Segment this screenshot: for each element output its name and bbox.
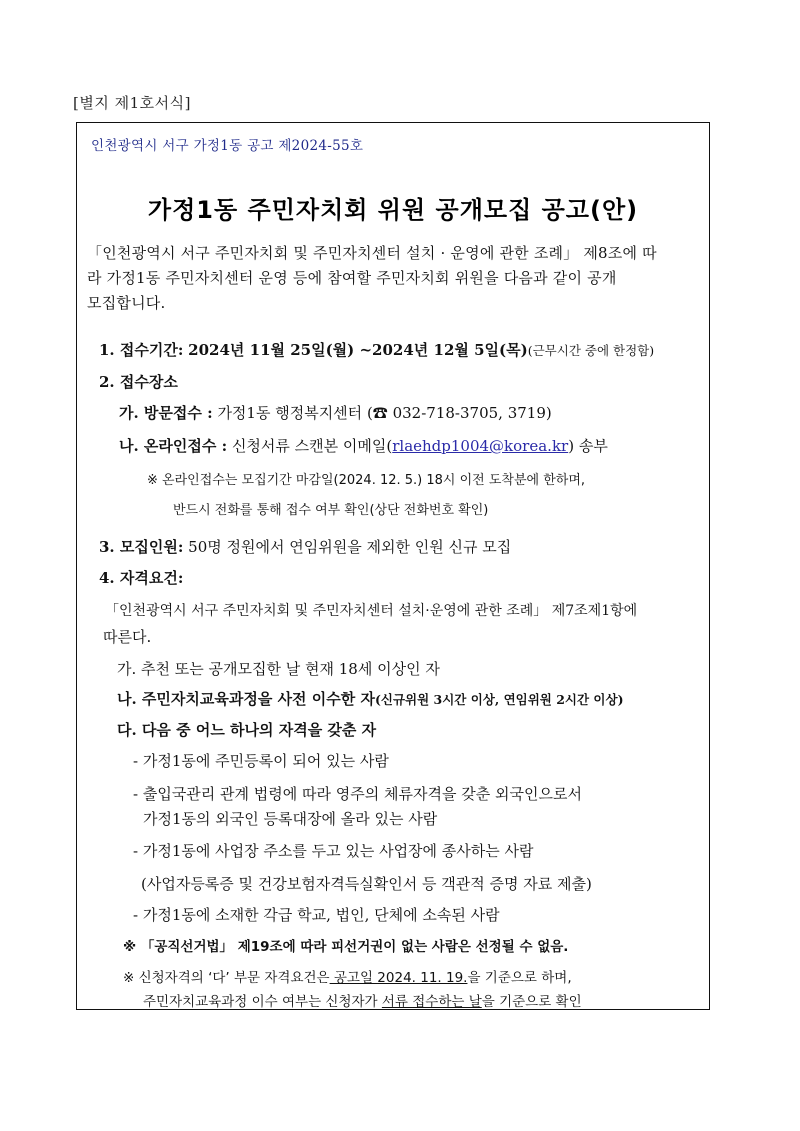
qualification-na bbox=[117, 689, 624, 710]
sub-item-3-note: (사업자등록증 및 건강보험자격득실확인서 등 객관적 증명 자료 제출) bbox=[141, 875, 592, 893]
note-criteria-line2-prefix: 주민자치교육과정 이수 여부는 신청자가 bbox=[143, 994, 382, 1010]
section-reception-period bbox=[99, 340, 654, 361]
section-recruit-count bbox=[99, 537, 511, 557]
online-note-line-2: 반드시 전화를 통해 접수 여부 확인(상단 전화번호 확인) bbox=[173, 503, 489, 518]
section-3-label: 3. 모집인원: bbox=[99, 538, 184, 556]
note-criteria-date: 공고일 2024. 11. 19. bbox=[329, 970, 468, 986]
note-criteria-receipt-day: 서류 접수하는 날 bbox=[381, 994, 482, 1010]
intro-line-2: 라 가정1동 주민자치센터 운영 등에 참여할 주민자치회 위원을 다음과 같이 공개 bbox=[87, 269, 617, 287]
sub-item-4: - 가정1동에 소재한 각급 학교, 법인, 단체에 소속된 사람 bbox=[133, 906, 500, 924]
visit-label: 가. 방문접수 : bbox=[119, 404, 213, 422]
online-text-after: ) 송부 bbox=[568, 437, 608, 455]
note-criteria-prefix: ※ 신청자격의 ‘다’ 부문 자격요건은 bbox=[123, 970, 330, 986]
online-text-before: 신청서류 스캔본 이메일( bbox=[231, 437, 393, 455]
section-2-label: 2. 접수장소 bbox=[99, 373, 178, 391]
note-criteria-line2-suffix: 을 기준으로 확인 bbox=[481, 994, 582, 1010]
qualification-na-text: 나. 주민자치교육과정을 사전 이수한 자 bbox=[117, 690, 375, 708]
phone-icon: ☎ bbox=[372, 404, 388, 422]
section-1-label: 1. 접수기간: bbox=[99, 341, 184, 359]
note-criteria-suffix: 을 기준으로 하며, bbox=[467, 970, 572, 986]
qualification-basis-line-1: 「인천광역시 서구 주민자치회 및 주민자치센터 설치·운영에 관한 조례」 제7조제1항에 bbox=[105, 603, 638, 619]
reception-period: 2024년 11월 25일(월) ~2024년 12월 5일(목) bbox=[188, 341, 528, 359]
qualification-da: 다. 다음 중 어느 하나의 자격을 갖춘 자 bbox=[117, 721, 377, 739]
visit-reception: 가. 방문접수 : 가정1동 행정복지센터 (☎ 032-718-3705, 3719) bbox=[119, 404, 552, 422]
reception-period-note: (근무시간 중에 한정함) bbox=[527, 343, 655, 358]
notice-number: 인천광역시 서구 가정1동 공고 제2024-55호 bbox=[91, 138, 364, 154]
note-criteria-line-2 bbox=[143, 992, 582, 1010]
page-title: 가정1동 주민자치회 위원 공개모집 공고(안) bbox=[147, 196, 639, 224]
intro-line-1: 「인천광역시 서구 주민자치회 및 주민자치센터 설치 · 운영에 관한 조례」 제8조에 따 bbox=[87, 244, 657, 262]
visit-place: 가정1동 행정복지센터 bbox=[217, 404, 363, 422]
sub-item-2: - 출입국관리 관계 법령에 따라 영주의 체류자격을 갖춘 외국인으로서 bbox=[133, 785, 582, 803]
recruit-count-text: 50명 정원에서 연임위원을 제외한 인원 신규 모집 bbox=[188, 538, 512, 556]
qualification-ga: 가. 추천 또는 공개모집한 날 현재 18세 이상인 자 bbox=[117, 660, 440, 678]
online-reception bbox=[119, 436, 608, 456]
sub-item-2-cont: 가정1동의 외국인 등록대장에 올라 있는 사람 bbox=[143, 810, 438, 828]
online-note-line-1: ※ 온라인접수는 모집기간 마감일(2024. 12. 5.) 18시 이전 도착분에 한하며, bbox=[147, 473, 586, 488]
online-label: 나. 온라인접수 : bbox=[119, 437, 228, 455]
notice-document bbox=[76, 122, 710, 1010]
form-label: [별지 제1호서식] bbox=[73, 94, 191, 112]
qualification-na-note: (신규위원 3시간 이상, 연임위원 2시간 이상) bbox=[374, 692, 624, 707]
intro-line-3: 모집합니다. bbox=[87, 294, 166, 312]
sub-item-3: - 가정1동에 사업장 주소를 두고 있는 사업장에 종사하는 사람 bbox=[133, 842, 534, 860]
qualification-basis-line-2: 따른다. bbox=[103, 628, 152, 646]
email-link[interactable]: rlaehdp1004@korea.kr bbox=[392, 437, 569, 455]
note-election-law: ※ 「공직선거법」 제19조에 따라 피선거권이 없는 사람은 선정될 수 없음. bbox=[123, 939, 569, 955]
visit-phone: 032-718-3705, 3719 bbox=[392, 404, 546, 422]
section-4-label: 4. 자격요건: bbox=[99, 569, 184, 587]
sub-item-1: - 가정1동에 주민등록이 되어 있는 사람 bbox=[133, 752, 389, 770]
note-criteria-line-1 bbox=[123, 968, 572, 988]
